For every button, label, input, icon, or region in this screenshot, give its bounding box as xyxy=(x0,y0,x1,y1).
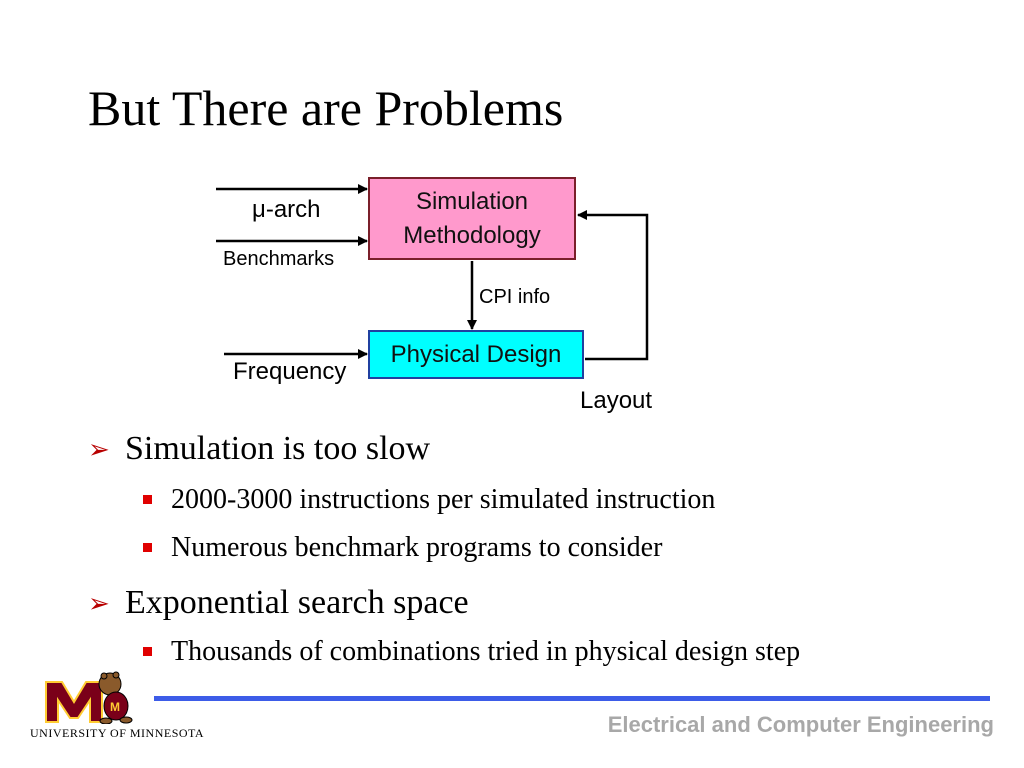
physical-design-box: Physical Design xyxy=(368,330,584,379)
cpi-info-label: CPI info xyxy=(479,286,551,308)
footer-divider xyxy=(154,696,990,701)
goldy-gopher-logo-icon xyxy=(40,664,140,724)
arrow-bullet-icon: ➢ xyxy=(88,589,110,619)
sub-bullet-item: 2000-3000 instructions per simulated instruction xyxy=(171,484,716,515)
square-bullet-icon xyxy=(143,647,152,656)
department-name: Electrical and Computer Engineering xyxy=(607,712,994,737)
sub-bullet-item: Thousands of combinations tried in physical design step xyxy=(171,636,801,667)
square-bullet-icon xyxy=(143,543,152,552)
bullet-item: Simulation is too slow xyxy=(125,430,431,467)
layout-label: Layout xyxy=(580,387,653,414)
bullet-item: Exponential search space xyxy=(125,584,469,621)
simulation-methodology-box: Simulation Methodology xyxy=(368,177,576,260)
layout-feedback-arrow xyxy=(578,215,647,359)
frequency-label: Frequency xyxy=(233,358,347,385)
svg-text:M: M xyxy=(110,700,120,714)
slide-title: But There are Problems xyxy=(88,80,564,136)
sub-bullet-item: Numerous benchmark programs to consider xyxy=(171,532,663,563)
square-bullet-icon xyxy=(143,495,152,504)
university-name: UNIVERSITY OF MINNESOTA xyxy=(30,726,205,740)
arrow-bullet-icon: ➢ xyxy=(88,435,110,465)
benchmarks-label: Benchmarks xyxy=(223,248,335,270)
march-label: μ-arch xyxy=(252,196,321,223)
